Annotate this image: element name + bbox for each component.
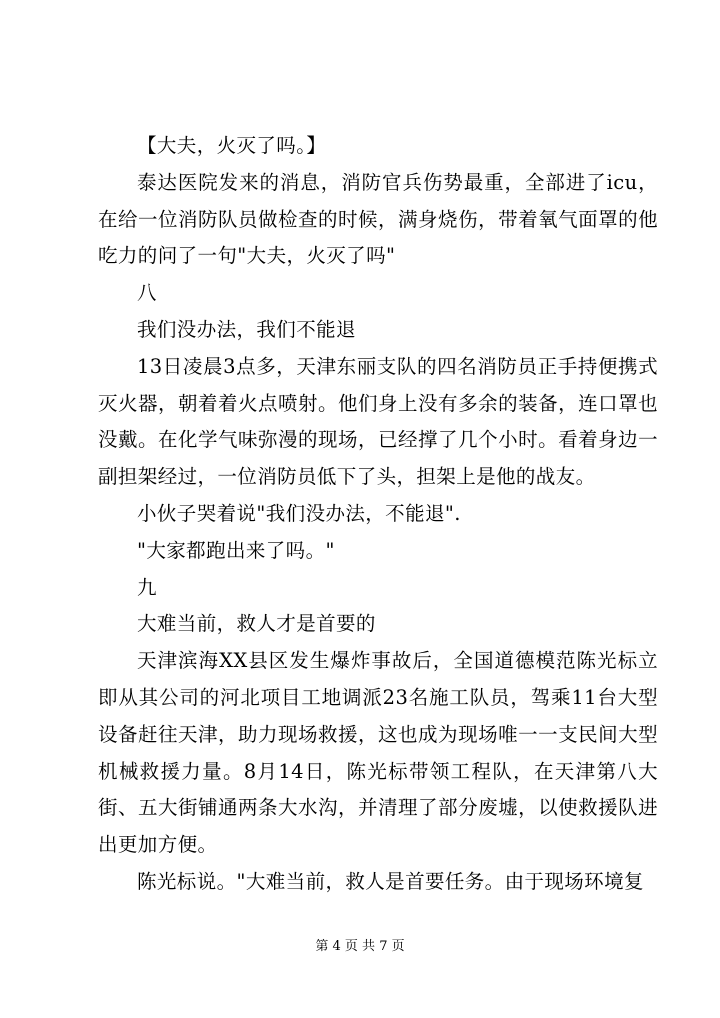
paragraph-dongli-firefighters: 13日凌晨3点多，天津东丽支队的四名消防员正手持便携式灭火器，朝着着火点喷射。他们身上没有多余的装备，连口罩也没戴。在化学气味弥漫的现场，已经撑了几个小时。看着身边一副担架经过，一位消防员低下了头，担架上是他的战友。	[98, 354, 658, 489]
section-heading-rescue-first: 大难当前，救人才是首要的	[137, 612, 376, 636]
paragraph-chen-guangbiao-rescue: 天津滨海XX县区发生爆炸事故后，全国道德模范陈光标立即从其公司的河北项目工地调派23名施工队员，驾乘11台大型设备赶往天津，助力现场救援，这也成为现场唯一一支民间大型机械救援力量。8月14日，陈光标带领工程队，在天津第八大街、五大街铺通两条大水沟，并清理了部分废墟，以使救援队进出更加方便。	[98, 649, 658, 857]
paragraph-young-man-quote: 小伙子哭着说"我们没办法，不能退".	[137, 501, 461, 525]
page-footer	[0, 938, 720, 956]
section-heading-cannot-retreat: 我们没办法，我们不能退	[137, 317, 356, 341]
paragraph-teda-hospital: 泰达医院发来的消息，消防官兵伤势最重，全部进了icu，在给一位消防队员做检查的时候，满身烧伤，带着氧气面罩的他吃力的问了一句"大夫，火灭了吗"	[98, 170, 658, 268]
section-number-nine: 九	[137, 575, 157, 599]
section-number-eight: 八	[137, 281, 157, 305]
page-number-label: 第 4 页 共 7 页	[315, 939, 405, 954]
paragraph-doctor-quote: 【大夫，火灭了吗。】	[137, 134, 327, 157]
paragraph-chen-guangbiao-quote: 陈光标说。"大难当前，救人是首要任务。由于现场环境复	[137, 869, 644, 893]
paragraph-everyone-out-quote: "大家都跑出来了吗。"	[137, 538, 335, 562]
body-text	[98, 128, 658, 901]
